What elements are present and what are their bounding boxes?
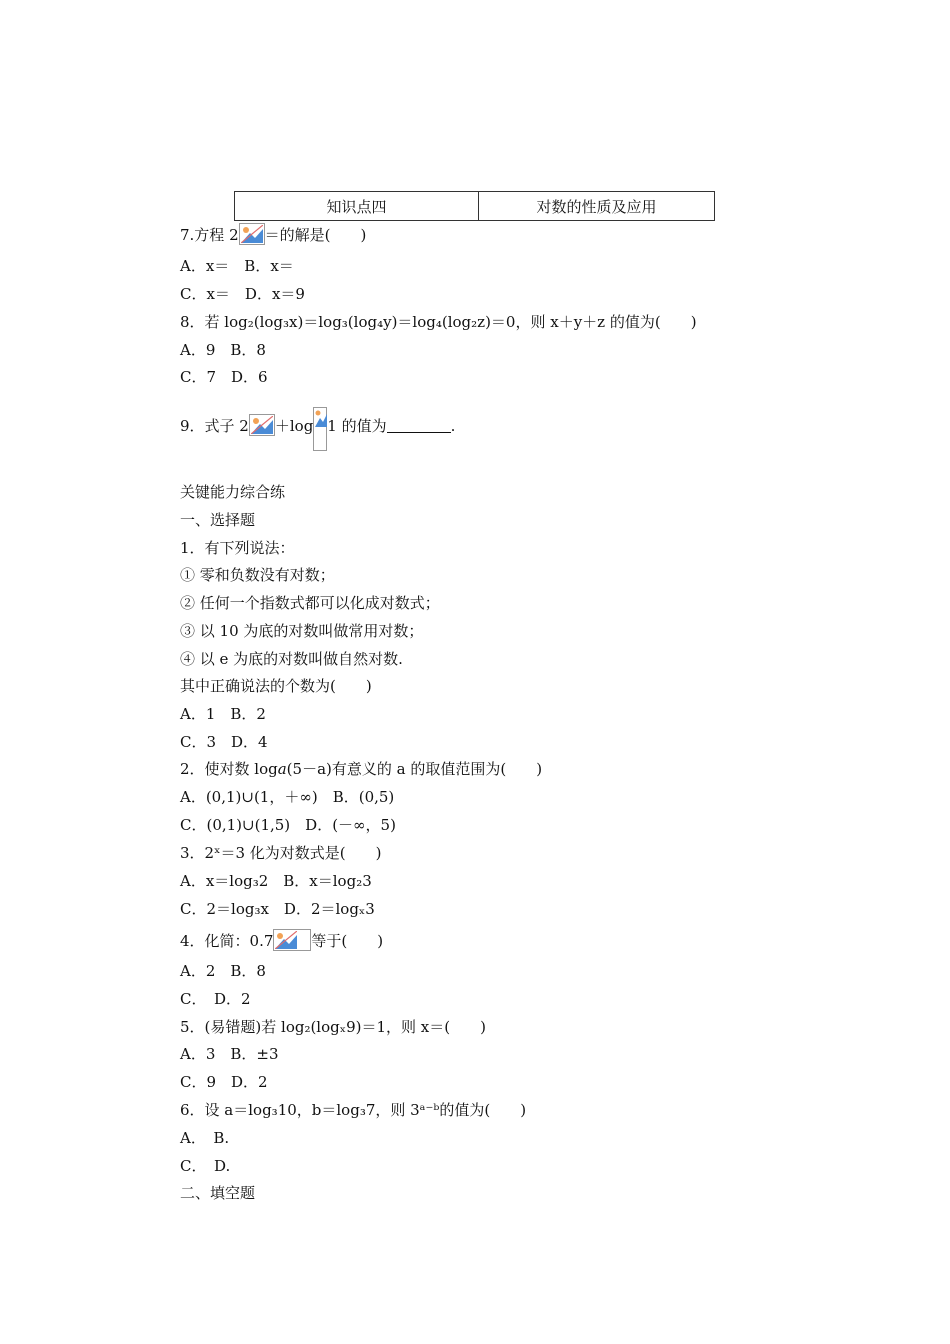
broken-image-icon [313, 407, 327, 451]
part-2-title: 二、填空题 [180, 1184, 256, 1202]
question-9: 9．式子 2 ＋log 1 的值为 . [180, 407, 455, 451]
problem-1-statement-1: ① 零和负数没有对数； [180, 566, 335, 584]
question-8-options-row1: A．9 B．8 [180, 341, 266, 359]
knowledge-point-table [234, 191, 715, 221]
problem-1-stem: 1．有下列说法： [180, 539, 295, 557]
problem-2-options-row1: A．(0,1)∪(1，＋∞) B．(0,5) [180, 788, 395, 806]
problem-1-ask: 其中正确说法的个数为( ) [180, 677, 372, 695]
broken-image-icon [239, 223, 265, 245]
problem-4-options-row1: A．2 B．8 [180, 962, 266, 980]
problem-1-statement-2: ② 任何一个指数式都可以化成对数式； [180, 594, 440, 612]
broken-image-icon [249, 414, 275, 436]
part-1-title: 一、选择题 [180, 511, 256, 529]
answer-blank[interactable] [387, 416, 451, 433]
question-7-options-row2: C．x＝ D．x＝9 [180, 285, 305, 303]
problem-4-stem: 4．化简：0.7 等于( ) [180, 929, 383, 952]
problem-3-options-row2: C．2＝log₃x D．2＝logₓ3 [180, 900, 375, 918]
question-7-options-row1: A．x＝ B．x＝ [180, 257, 294, 275]
table-cell-topic: 对数的性质及应用 [536, 197, 657, 216]
problem-3-stem: 3．2ˣ＝3 化为对数式是( ) [180, 844, 382, 862]
problem-2-stem: 2．使对数 log𝑎(5－a)有意义的 a 的取值范围为( ) [180, 760, 543, 778]
problem-6-options-row1: A． B. [180, 1129, 230, 1147]
section-title: 关键能力综合练 [180, 483, 286, 501]
problem-5-options-row1: A．3 B．±3 [180, 1045, 279, 1063]
problem-4-options-row2: C． D．2 [180, 990, 251, 1008]
broken-image-icon [273, 929, 311, 951]
question-7: 7.方程 2 ＝的解是( ) [180, 223, 366, 246]
problem-2-options-row2: C．(0,1)∪(1,5) D．(－∞，5) [180, 816, 396, 834]
problem-3-options-row1: A．x＝log₃2 B．x＝log₂3 [180, 872, 372, 890]
problem-5-stem: 5．(易错题)若 log₂(logₓ9)＝1，则 x＝( ) [180, 1018, 486, 1036]
problem-1-statement-3: ③ 以 10 为底的对数叫做常用对数； [180, 622, 424, 640]
problem-6-options-row2: C． D. [180, 1157, 231, 1175]
problem-6-stem: 6．设 a＝log₃10，b＝log₃7，则 3ᵃ⁻ᵇ的值为( ) [180, 1101, 527, 1119]
problem-5-options-row2: C．9 D．2 [180, 1073, 268, 1091]
question-8: 8．若 log₂(log₃x)＝log₃(log₄y)＝log₄(log₂z)＝0，则 x＋y＋z 的值为( ) [180, 313, 697, 331]
problem-1-statement-4: ④ 以 e 为底的对数叫做自然对数. [180, 650, 403, 668]
table-cell-knowledge-point: 知识点四 [235, 192, 479, 220]
question-8-options-row2: C．7 D．6 [180, 368, 268, 386]
problem-1-options-row1: A．1 B．2 [180, 705, 266, 723]
problem-1-options-row2: C．3 D．4 [180, 733, 268, 751]
